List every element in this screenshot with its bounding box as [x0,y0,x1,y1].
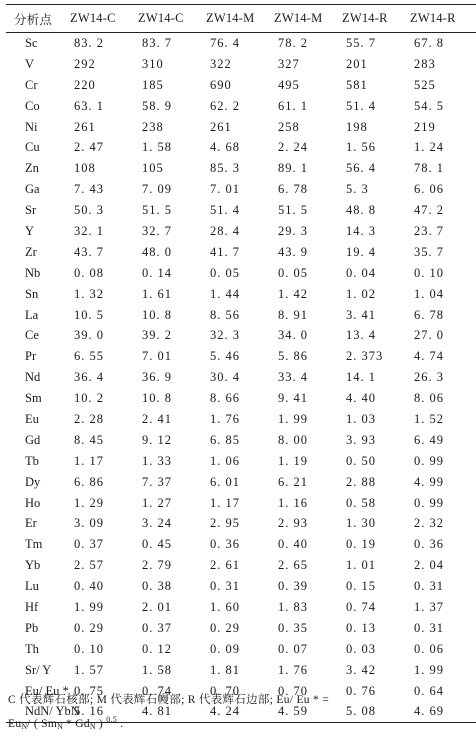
table-cell: 1. 32 [74,286,104,301]
table-cell: 0. 37 [142,620,172,635]
row-label: Yb [25,558,41,573]
table-cell: 0. 29 [210,620,240,635]
row-label: Gd [25,432,41,447]
row-label: Lu [25,579,39,594]
table-cell: 0. 40 [278,537,308,552]
table-cell: 219 [414,119,436,134]
table-cell: 1. 56 [346,140,376,155]
table-cell: 51. 4 [346,98,376,113]
table-cell: 1. 03 [346,411,376,426]
table-cell: 14. 3 [346,223,376,238]
table-cell: 238 [142,119,164,134]
table-row [6,54,476,75]
table-cell: 27. 0 [414,328,444,343]
table-cell: 258 [278,119,300,134]
row-label: Pb [25,620,39,635]
table-row [6,639,476,660]
table-cell: 283 [414,56,436,71]
table-row [6,117,476,138]
table-cell: 1. 17 [74,453,104,468]
table-cell: 1. 81 [210,662,240,677]
table-cell: 32. 3 [210,328,240,343]
table-cell: 14. 1 [346,370,376,385]
table-cell: 1. 27 [142,495,172,510]
table-cell: 0. 74 [142,683,172,698]
table-cell: 1. 60 [210,599,240,614]
table-row [6,451,476,472]
table-cell: 2. 61 [210,558,240,573]
table-cell: 61. 1 [278,98,308,113]
row-label: Ni [25,119,38,134]
table-cell: 7. 01 [142,349,172,364]
table-cell: 30. 4 [210,370,240,385]
table-cell: 4. 99 [414,474,444,489]
table-cell: 43. 9 [278,244,308,259]
table-row [6,430,476,451]
table-cell: 10. 5 [74,307,104,322]
table-cell: 4. 59 [272,702,340,723]
table-cell: 2. 88 [346,474,376,489]
table-cell: 4. 74 [414,349,444,364]
table-cell: 0. 10 [74,641,104,656]
table-cell: 32. 7 [142,223,172,238]
table-row [6,179,476,200]
table-cell: 29. 3 [278,223,308,238]
table-cell: 28. 4 [210,223,240,238]
table-cell: 0. 13 [346,620,376,635]
table-cell: 1. 99 [278,411,308,426]
table-row [6,388,476,409]
table-cell: 5. 16 [68,702,136,723]
table-cell: 198 [346,119,368,134]
table-cell: 322 [210,56,232,71]
table-cell: 2. 79 [142,558,172,573]
table-cell: 201 [346,56,368,71]
header-sample-4: ZW14-M [272,5,340,33]
table-footnote [8,691,408,736]
table-row [6,200,476,221]
row-label: Ga [25,182,40,197]
table-row [6,284,476,305]
table-row [6,493,476,514]
table-cell: 6. 85 [210,432,240,447]
table-cell: 108 [74,161,96,176]
table-cell: 0. 75 [74,683,104,698]
header-row [6,5,476,33]
table-cell: 0. 37 [74,537,104,552]
table-row [6,409,476,430]
table-cell: 83. 7 [142,35,172,50]
table-cell: 9. 41 [278,391,308,406]
table-cell: 85. 3 [210,161,240,176]
table-cell: 0. 04 [346,265,376,280]
table-row [6,325,476,346]
table-cell: 36. 9 [142,370,172,385]
table-cell: 19. 4 [346,244,376,259]
table-row [6,555,476,576]
table-cell: 0. 36 [210,537,240,552]
table-cell: 0. 39 [278,579,308,594]
table-cell: 5. 3 [346,182,369,197]
table-cell: 78. 2 [278,35,308,50]
table-cell: 6. 21 [278,474,308,489]
row-label: Tm [25,537,43,552]
table-cell: 48. 0 [142,244,172,259]
row-label: Eu [25,411,39,426]
table-cell: 32. 1 [74,223,104,238]
table-cell: 261 [74,119,96,134]
table-cell: 41. 7 [210,244,240,259]
table-cell: 2. 65 [278,558,308,573]
table-cell: 0. 07 [278,641,308,656]
table-cell: 4. 40 [346,391,376,406]
row-label: Pr [25,349,37,364]
row-label: Sr/ Y [25,662,52,677]
table-cell: 690 [210,77,232,92]
table-header [6,5,476,33]
table-row [6,367,476,388]
table-cell: 3. 09 [74,516,104,531]
table-cell: 51. 4 [210,203,240,218]
row-label: Nb [25,265,41,280]
table-row [6,472,476,493]
table-cell: 2. 41 [142,411,172,426]
table-cell: 2. 57 [74,558,104,573]
table-cell: 8. 66 [210,391,240,406]
table-cell: 35. 7 [414,244,444,259]
row-label: Sm [25,391,42,406]
table-row [6,618,476,639]
table-cell: 6. 78 [278,182,308,197]
table-cell: 51. 5 [142,203,172,218]
table-cell: 0. 99 [414,453,444,468]
table-cell: 26. 3 [414,370,444,385]
table-cell: 1. 99 [414,662,444,677]
table-cell: 0. 74 [346,599,376,614]
table-cell: 7. 43 [74,182,104,197]
table-cell: 2. 01 [142,599,172,614]
table-cell: 0. 05 [278,265,308,280]
table-cell: 67. 8 [414,35,444,50]
table-cell: 0. 10 [414,265,444,280]
table-cell: 1. 30 [346,516,376,531]
table-cell: 0. 40 [74,579,104,594]
table-cell: 0. 06 [414,641,444,656]
table-cell: 2. 24 [278,140,308,155]
table-cell: 3. 41 [346,307,376,322]
table-cell: 0. 03 [346,641,376,656]
row-label: Cu [25,140,40,155]
table-cell: 0. 70 [210,683,240,698]
table-cell: 0. 45 [142,537,172,552]
table-cell: 23. 7 [414,223,444,238]
table-cell: 0. 14 [142,265,172,280]
table-cell: 1. 04 [414,286,444,301]
table-cell: 0. 08 [74,265,104,280]
table-cell: 58. 9 [142,98,172,113]
header-sample-2: ZW14-C [136,5,204,33]
table-cell: 5. 08 [340,702,408,723]
table-cell: 0. 70 [278,683,308,698]
table-cell: 1. 42 [278,286,308,301]
table-cell: 2. 373 [346,349,384,364]
table-cell: 0. 09 [210,641,240,656]
table-cell: 2. 28 [74,411,104,426]
footnote-line-1: C 代表辉石核部; M 代表辉石幔部; R 代表辉石边部; Eu/ Eu * = [8,694,330,706]
row-label: Y [25,223,35,238]
table-cell: 310 [142,56,164,71]
table-cell: 55. 7 [346,35,376,50]
table-cell: 1. 44 [210,286,240,301]
table-row [6,158,476,179]
table-cell: 8. 56 [210,307,240,322]
table-cell: 1. 57 [74,662,104,677]
table-cell: 6. 01 [210,474,240,489]
header-sample-6: ZW14-R [408,5,476,33]
table-cell: 7. 37 [142,474,172,489]
table-cell: 2. 04 [414,558,444,573]
header-analysis-point: 分析点 [6,5,68,33]
table-cell: 1. 37 [414,599,444,614]
table-cell: 0. 29 [74,620,104,635]
table-cell: 0. 36 [414,537,444,552]
table-cell: 1. 06 [210,453,240,468]
table-cell: 39. 2 [142,328,172,343]
table-cell: 2. 95 [210,516,240,531]
table-cell: 0. 58 [346,495,376,510]
table-cell: 220 [74,77,96,92]
table-cell: 89. 1 [278,161,308,176]
row-label: Co [25,98,40,113]
table-cell: 62. 2 [210,98,240,113]
table-cell: 185 [142,77,164,92]
table-cell: 495 [278,77,300,92]
table-row [6,221,476,242]
table-cell: 9. 12 [142,432,172,447]
table-cell: 0. 31 [414,579,444,594]
table-cell: 1. 61 [142,286,172,301]
table-cell: 0. 76 [346,683,376,698]
table-cell: 1. 76 [210,411,240,426]
footnote-line-2: $Eu_N/$ ( $Sm_N * Gd_N$ ) $^{0.5}$ . [8,715,124,731]
table-cell: 0. 31 [414,620,444,635]
table-cell: 2. 93 [278,516,308,531]
table-cell: 327 [278,56,300,71]
table-cell: 1. 83 [278,599,308,614]
header-sample-3: ZW14-M [204,5,272,33]
row-label: NdN/ YbN [6,702,68,723]
table-cell: 1. 33 [142,453,172,468]
table-cell: 8. 91 [278,307,308,322]
table-cell: 33. 4 [278,370,308,385]
table-cell: 0. 38 [142,579,172,594]
table-cell: 36. 4 [74,370,104,385]
table-cell: 4. 69 [408,702,476,723]
row-label: Sr [25,203,37,218]
table-cell: 0. 64 [414,683,444,698]
table-cell: 10. 8 [142,391,172,406]
table-cell: 6. 86 [74,474,104,489]
table-cell: 43. 7 [74,244,104,259]
table-row [6,660,476,681]
table-cell: 1. 29 [74,495,104,510]
row-label: Th [25,641,39,656]
table-cell: 7. 09 [142,182,172,197]
row-label: Zr [25,244,37,259]
table-cell: 1. 58 [142,140,172,155]
row-label: Tb [25,453,39,468]
table-cell: 8. 45 [74,432,104,447]
table-cell: 83. 2 [74,35,104,50]
row-label: Dy [25,474,41,489]
table-cell: 3. 93 [346,432,376,447]
trace-element-table [6,4,476,723]
table-cell: 13. 4 [346,328,376,343]
row-label: Eu/ Eu * [25,683,69,698]
table-cell: 8. 06 [414,391,444,406]
table-cell: 4. 24 [204,702,272,723]
table-cell: 3. 24 [142,516,172,531]
table-cell: 6. 49 [414,432,444,447]
row-label: Ce [25,328,39,343]
row-label: V [25,56,35,71]
row-label: Zn [25,161,39,176]
table-cell: 4. 81 [136,702,204,723]
table-cell: 525 [414,77,436,92]
table-cell: 1. 24 [414,140,444,155]
row-label: La [25,307,39,322]
table-cell: 0. 99 [414,495,444,510]
table-cell: 5. 86 [278,349,308,364]
table-row [6,534,476,555]
table-cell: 1. 99 [74,599,104,614]
table-row [6,576,476,597]
table-cell: 6. 78 [414,307,444,322]
table-cell: 6. 06 [414,182,444,197]
row-label: Sn [25,286,39,301]
table-cell: 54. 5 [414,98,444,113]
table-cell: 1. 19 [278,453,308,468]
table-cell: 10. 8 [142,307,172,322]
table-cell: 0. 50 [346,453,376,468]
table-cell: 76. 4 [210,35,240,50]
table-cell: 1. 17 [210,495,240,510]
table-cell: 0. 31 [210,579,240,594]
table-cell: 581 [346,77,368,92]
table-cell: 0. 05 [210,265,240,280]
table-cell: 1. 58 [142,662,172,677]
table-cell: 4. 68 [210,140,240,155]
table-row [6,96,476,117]
header-sample-1: ZW14-C [68,5,136,33]
row-label: Sc [25,35,38,50]
table-cell: 39. 0 [74,328,104,343]
row-label: Nd [25,370,41,385]
table-cell: 6. 55 [74,349,104,364]
table-cell: 0. 15 [346,579,376,594]
table-row [6,346,476,367]
table-row [6,75,476,96]
table-cell: 292 [74,56,96,71]
table-cell: 0. 12 [142,641,172,656]
table-row [6,263,476,284]
row-label: Cr [25,77,38,92]
table-cell: 2. 32 [414,516,444,531]
table-row [6,33,476,54]
table-cell: 47. 2 [414,203,444,218]
row-label: Er [25,516,37,531]
table-cell: 1. 01 [346,558,376,573]
table-cell: 34. 0 [278,328,308,343]
table-row [6,597,476,618]
table-cell: 0. 19 [346,537,376,552]
table-cell: 8. 00 [278,432,308,447]
table-cell: 261 [210,119,232,134]
table-cell: 51. 5 [278,203,308,218]
table-cell: 2. 47 [74,140,104,155]
table-cell: 5. 46 [210,349,240,364]
table-cell: 1. 52 [414,411,444,426]
table-row [6,513,476,534]
table-cell: 56. 4 [346,161,376,176]
table-cell: 78. 1 [414,161,444,176]
table-cell: 10. 2 [74,391,104,406]
table-body [6,33,476,723]
table-cell: 1. 02 [346,286,376,301]
table-row [6,242,476,263]
table-row [6,137,476,158]
table-cell: 50. 3 [74,203,104,218]
table-cell: 63. 1 [74,98,104,113]
row-label: Hf [25,599,39,614]
table-cell: 105 [142,161,164,176]
table-cell: 1. 76 [278,662,308,677]
table-cell: 1. 16 [278,495,308,510]
table-cell: 48. 8 [346,203,376,218]
table-cell: 7. 01 [210,182,240,197]
header-sample-5: ZW14-R [340,5,408,33]
table-cell: 3. 42 [346,662,376,677]
table-row [6,305,476,326]
table-cell: 0. 35 [278,620,308,635]
row-label: Ho [25,495,41,510]
